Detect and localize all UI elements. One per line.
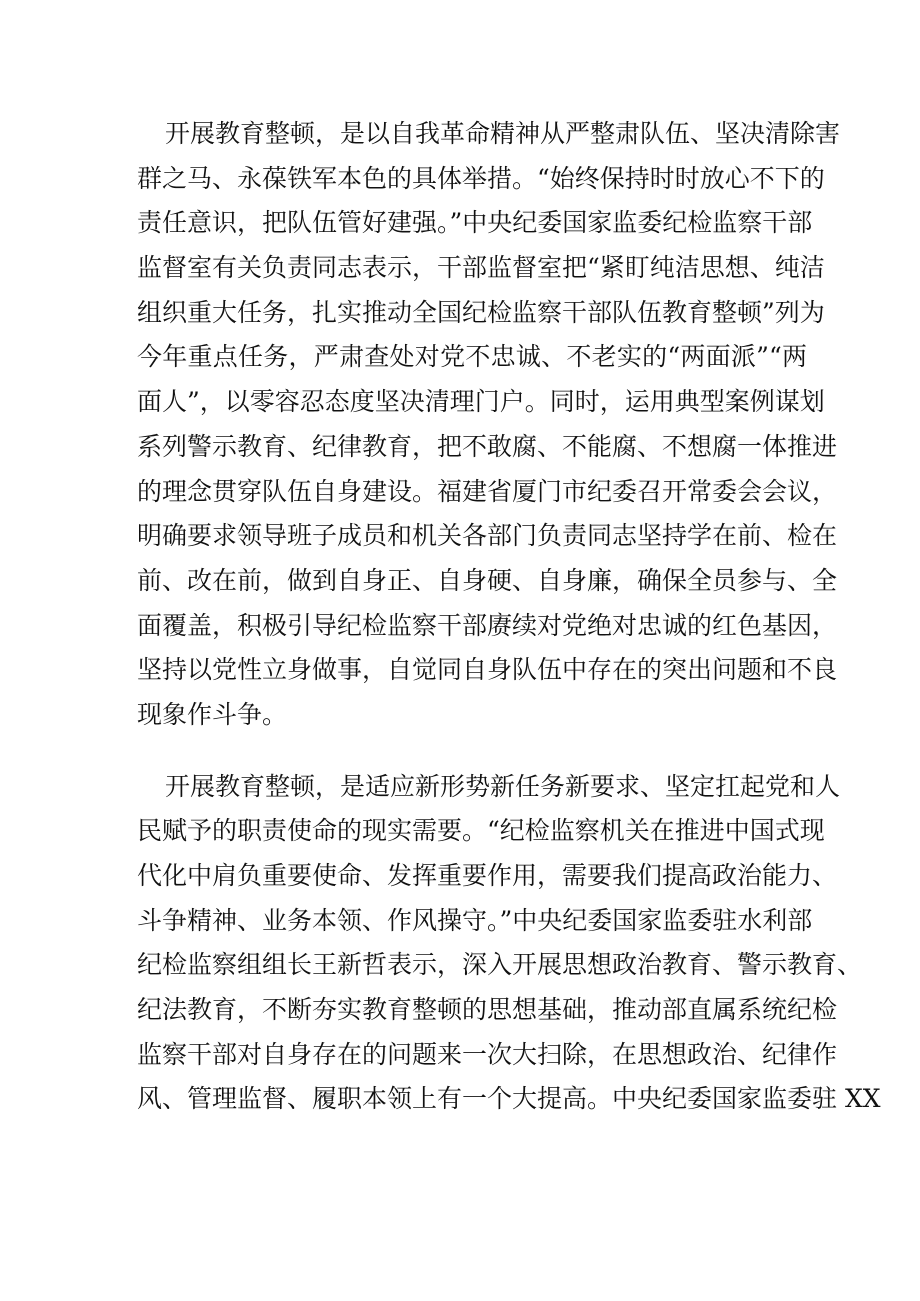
text-line: 斗争精神、业务本领、作风操守。”中央纪委国家监委驻水利部 xyxy=(137,905,813,935)
text-line: 现象作斗争。 xyxy=(137,699,288,729)
text-line: 风、管理监督、履职本领上有一个大提高。中央纪委国家监委驻 XX xyxy=(137,1084,881,1114)
text-line: 监察干部对自身存在的问题来一次大扫除，在思想政治、纪律作 xyxy=(137,1039,838,1069)
paragraph-2 xyxy=(137,765,881,1123)
text-line: 前、改在前，做到自身正、自身硬、自身廉，确保全员参与、全 xyxy=(137,565,838,595)
text-line: 纪检监察组组长王新哲表示，深入开展思想政治教育、警示教育、 xyxy=(137,950,863,980)
text-line: 监督室有关负责同志表示，干部监督室把“紧盯纯洁思想、纯洁 xyxy=(137,253,825,283)
text-line: 开展教育整顿，是适应新形势新任务新要求、坚定扛起党和人 xyxy=(165,771,841,801)
paragraph-1 xyxy=(137,112,841,738)
text-line: 开展教育整顿，是以自我革命精神从严整肃队伍、坚决清除害 xyxy=(165,119,841,148)
text-line: 坚持以党性立身做事，自觉同自身队伍中存在的突出问题和不良 xyxy=(137,655,838,685)
text-line: 明确要求领导班子成员和机关各部门负责同志坚持学在前、检在 xyxy=(137,521,838,551)
text-line: 组织重大任务，扎实推动全国纪检监察干部队伍教育整顿”列为 xyxy=(137,297,825,327)
text-line: 纪法教育，不断夯实教育整顿的思想基础，推动部直属系统纪检 xyxy=(137,995,838,1025)
text-line: 民赋予的职责使命的现实需要。“纪检监察机关在推进中国式现 xyxy=(137,816,825,846)
document-body xyxy=(137,112,881,1122)
text-line: 今年重点任务，严肃查处对党不忠诚、不老实的“两面派”“两 xyxy=(137,342,807,372)
text-line: 责任意识，把队伍管好建强。”中央纪委国家监委纪检监察干部 xyxy=(137,208,813,238)
text-line: 代化中肩负重要使命、发挥重要作用，需要我们提高政治能力、 xyxy=(137,861,838,890)
text-line: 系列警示教育、纪律教育，把不敢腐、不能腐、不想腐一体推进 xyxy=(137,431,838,461)
text-line: 群之马、永葆铁军本色的具体举措。“始终保持时时放心不下的 xyxy=(137,163,825,193)
text-line: 的理念贯穿队伍自身建设。福建省厦门市纪委召开常委会会议， xyxy=(137,476,838,506)
text-line: 面覆盖，积极引导纪检监察干部赓续对党绝对忠诚的红色基因， xyxy=(137,610,838,640)
text-line: 面人”，以零容忍态度坚决清理门户。同时，运用典型案例谋划 xyxy=(137,387,825,417)
